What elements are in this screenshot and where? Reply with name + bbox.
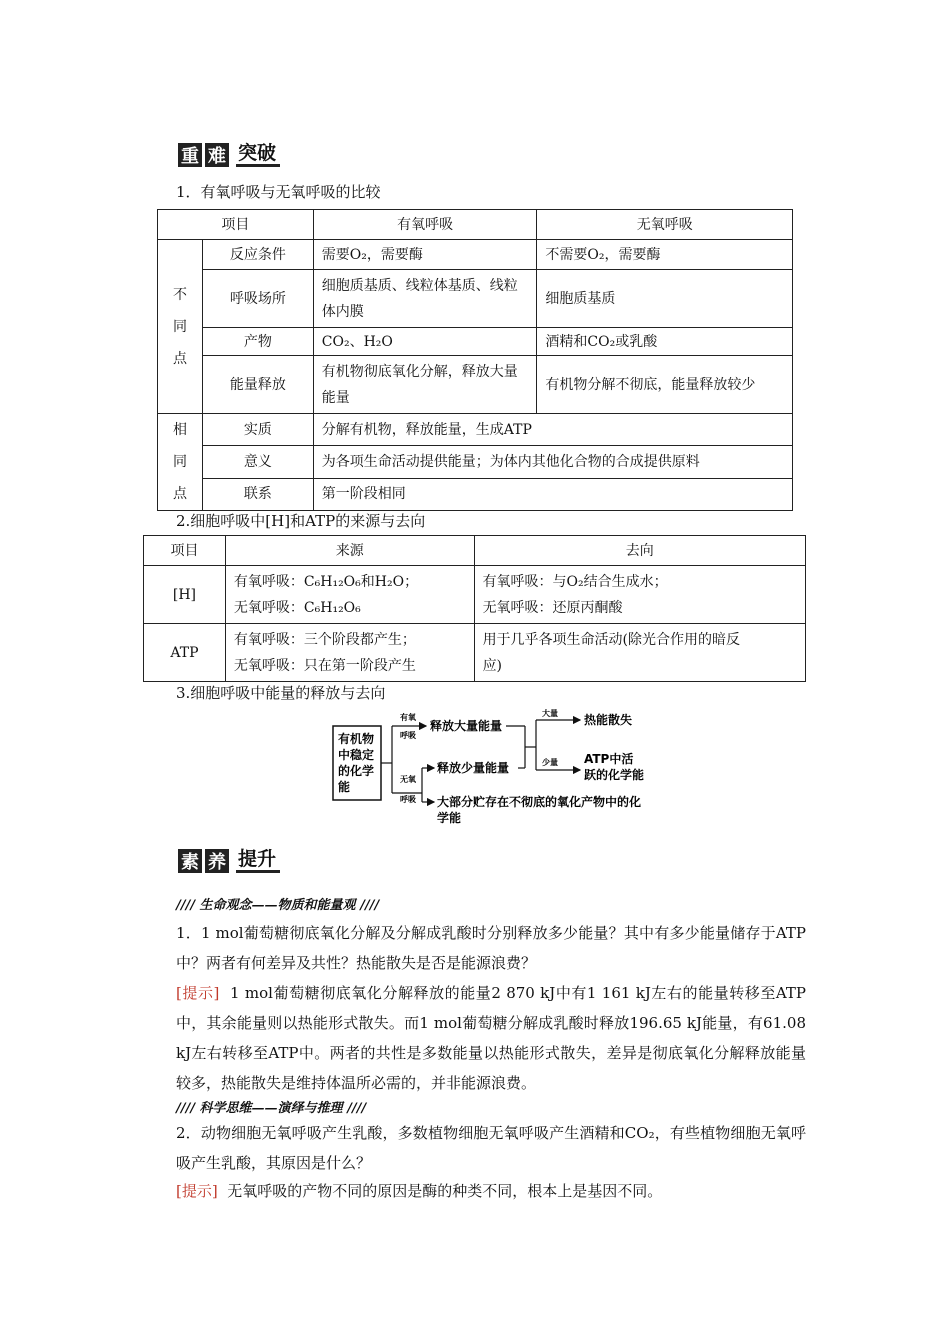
answer-2 bbox=[176, 1176, 806, 1206]
t2-line: 有氧呼吸：与O₂结合生成水； bbox=[482, 573, 668, 590]
t2-cell-dest bbox=[474, 566, 805, 624]
atp-energy bbox=[584, 751, 644, 782]
banner-box-2: 养 bbox=[205, 849, 229, 873]
t2-header-dest: 去向 bbox=[474, 536, 805, 566]
t2-line: 无氧呼吸：只在第一阶段产生 bbox=[233, 657, 416, 674]
source-line: 能 bbox=[338, 780, 351, 794]
subhead-life-concept bbox=[176, 894, 379, 913]
t1-cell: 酒精和CO₂或乳酸 bbox=[537, 328, 793, 356]
anaerobic-label-line: 呼吸 bbox=[400, 795, 416, 804]
t1-row-item: 呼吸场所 bbox=[202, 270, 313, 328]
banner-text: 突破 bbox=[236, 142, 280, 167]
question-2: 2．动物细胞无氧呼吸产生乳酸，多数植物细胞无氧呼吸产生酒精和CO₂，有些植物细胞无氧呼吸产生乳酸，其原因是什么？ bbox=[176, 1124, 806, 1172]
t2-line: 用于几乎各项生命活动(除光合作用的暗反 bbox=[482, 631, 741, 648]
t2-line: 有氧呼吸：C₆H₁₂O₆和H₂O； bbox=[233, 573, 419, 590]
t1-cell: CO₂、H₂O bbox=[313, 328, 537, 356]
t1-cell: 分解有机物，释放能量，生成ATP bbox=[313, 414, 792, 446]
subhead-deco: //// bbox=[347, 1101, 367, 1116]
heat-loss: 热能散失 bbox=[584, 713, 633, 727]
atp-line: ATP中活 bbox=[584, 752, 634, 766]
subhead-deco: //// bbox=[176, 1101, 195, 1116]
t2-line: 有氧呼吸：三个阶段都产生； bbox=[233, 631, 416, 648]
t1-header-anaerobic: 无氧呼吸 bbox=[537, 210, 793, 240]
banner-box-2: 难 bbox=[205, 143, 229, 167]
t1-row-item: 能量释放 bbox=[202, 356, 313, 414]
stored-line: 学能 bbox=[437, 811, 462, 825]
t2-cell-dest bbox=[474, 624, 805, 682]
heading-comparison: 1．有氧呼吸与无氧呼吸的比较 bbox=[176, 183, 381, 201]
t2-line: 应) bbox=[482, 657, 503, 674]
source-line: 有机物 bbox=[338, 732, 375, 746]
answer-2-text: 无氧呼吸的产物不同的原因是酶的种类不同，根本上是基因不同。 bbox=[227, 1182, 663, 1200]
t1-header-item: 项目 bbox=[158, 210, 314, 240]
small-label: 少量 bbox=[542, 758, 558, 767]
t2-row-item: [H] bbox=[144, 566, 226, 624]
banner-text: 提升 bbox=[236, 848, 280, 873]
comparison-table bbox=[157, 209, 793, 511]
hint-label: [提示] bbox=[176, 1182, 218, 1200]
t2-row-item: ATP bbox=[144, 624, 226, 682]
heading-energy: 3.细胞呼吸中能量的释放与去向 bbox=[176, 684, 386, 702]
t1-row-item: 联系 bbox=[202, 478, 313, 510]
energy-flow-diagram bbox=[330, 708, 660, 828]
t2-header-item: 项目 bbox=[144, 536, 226, 566]
t1-cell: 细胞质基质、线粒体基质、线粒体内膜 bbox=[313, 270, 537, 328]
anaerobic-label-line: 无氧 bbox=[400, 775, 416, 784]
t1-row-item: 实质 bbox=[202, 414, 313, 446]
t1-row-item: 意义 bbox=[202, 446, 313, 478]
group-diff-label: 不 同 点 bbox=[172, 286, 187, 367]
aerobic-label-line: 呼吸 bbox=[400, 731, 416, 740]
source-line: 中稳定 bbox=[338, 748, 375, 762]
t1-row-item: 产物 bbox=[202, 328, 313, 356]
section-banner-literacy bbox=[178, 843, 304, 873]
section-banner-difficulty bbox=[178, 137, 304, 167]
stored-energy bbox=[437, 794, 645, 825]
large-label: 大量 bbox=[542, 709, 558, 718]
t1-cell: 需要O₂，需要酶 bbox=[313, 240, 537, 270]
t1-cell: 细胞质基质 bbox=[537, 270, 793, 328]
t1-header-aerobic: 有氧呼吸 bbox=[313, 210, 537, 240]
t2-line: 无氧呼吸：C₆H₁₂O₆ bbox=[233, 599, 361, 616]
subhead-text: 科学思维——演绎与推理 bbox=[199, 1101, 343, 1116]
subhead-deco: //// bbox=[176, 898, 195, 913]
t1-cell: 有机物分解不彻底，能量释放较少 bbox=[537, 356, 793, 414]
t2-header-source: 来源 bbox=[225, 536, 474, 566]
release-large: 释放大量能量 bbox=[430, 719, 503, 733]
heading-h-atp: 2.细胞呼吸中[H]和ATP的来源与去向 bbox=[176, 512, 426, 530]
h-atp-table bbox=[143, 535, 806, 682]
t1-row-item: 反应条件 bbox=[202, 240, 313, 270]
source-line: 的化学 bbox=[338, 764, 375, 778]
answer-1-text: 1 mol葡萄糖彻底氧化分解释放的能量2 870 kJ中有1 161 kJ左右的能量转移至ATP中，其余能量则以热能形式散失。而1 mol葡萄糖分解成乳酸时释放196.65 kJ能量，有61.08 kJ左右转移至ATP中。两者的共性是多数能量以热能形式散失，差异是彻底氧化分解释放能量较多，热能散失是维持体温所必需的，并非能源浪费。 bbox=[176, 984, 806, 1092]
t1-cell: 第一阶段相同 bbox=[313, 478, 792, 510]
answer-1 bbox=[176, 978, 806, 1098]
group-same-label: 相 同 点 bbox=[172, 422, 187, 502]
banner-box-1: 重 bbox=[178, 143, 202, 167]
banner-box-1: 素 bbox=[178, 849, 202, 873]
source-text bbox=[338, 731, 378, 794]
atp-line: 跃的化学能 bbox=[584, 768, 645, 782]
t2-line: 无氧呼吸：还原丙酮酸 bbox=[482, 599, 623, 616]
stored-line: 大部分贮存在不彻底的氧化产物中的化 bbox=[437, 795, 642, 809]
subhead-deco: //// bbox=[360, 898, 380, 913]
hint-label: [提示] bbox=[176, 984, 220, 1002]
t1-cell: 有机物彻底氧化分解，释放大量能量 bbox=[313, 356, 537, 414]
t1-cell: 不需要O₂，需要酶 bbox=[537, 240, 793, 270]
release-small: 释放少量能量 bbox=[437, 761, 510, 775]
subhead-science-thinking bbox=[176, 1097, 366, 1116]
t1-cell: 为各项生命活动提供能量；为体内其他化合物的合成提供原料 bbox=[313, 446, 792, 478]
t2-cell-source bbox=[225, 624, 474, 682]
t1-group-same bbox=[158, 414, 203, 511]
subhead-text: 生命观念——物质和能量观 bbox=[199, 898, 356, 913]
aerobic-label-line: 有氧 bbox=[400, 713, 416, 722]
anaerobic-label bbox=[400, 774, 419, 804]
t2-cell-source bbox=[225, 566, 474, 624]
t1-group-diff bbox=[158, 240, 203, 414]
question-1: 1．1 mol葡萄糖彻底氧化分解及分解成乳酸时分别释放多少能量？其中有多少能量储存于ATP中？两者有何差异及共性？热能散失是否是能源浪费？ bbox=[176, 924, 806, 972]
